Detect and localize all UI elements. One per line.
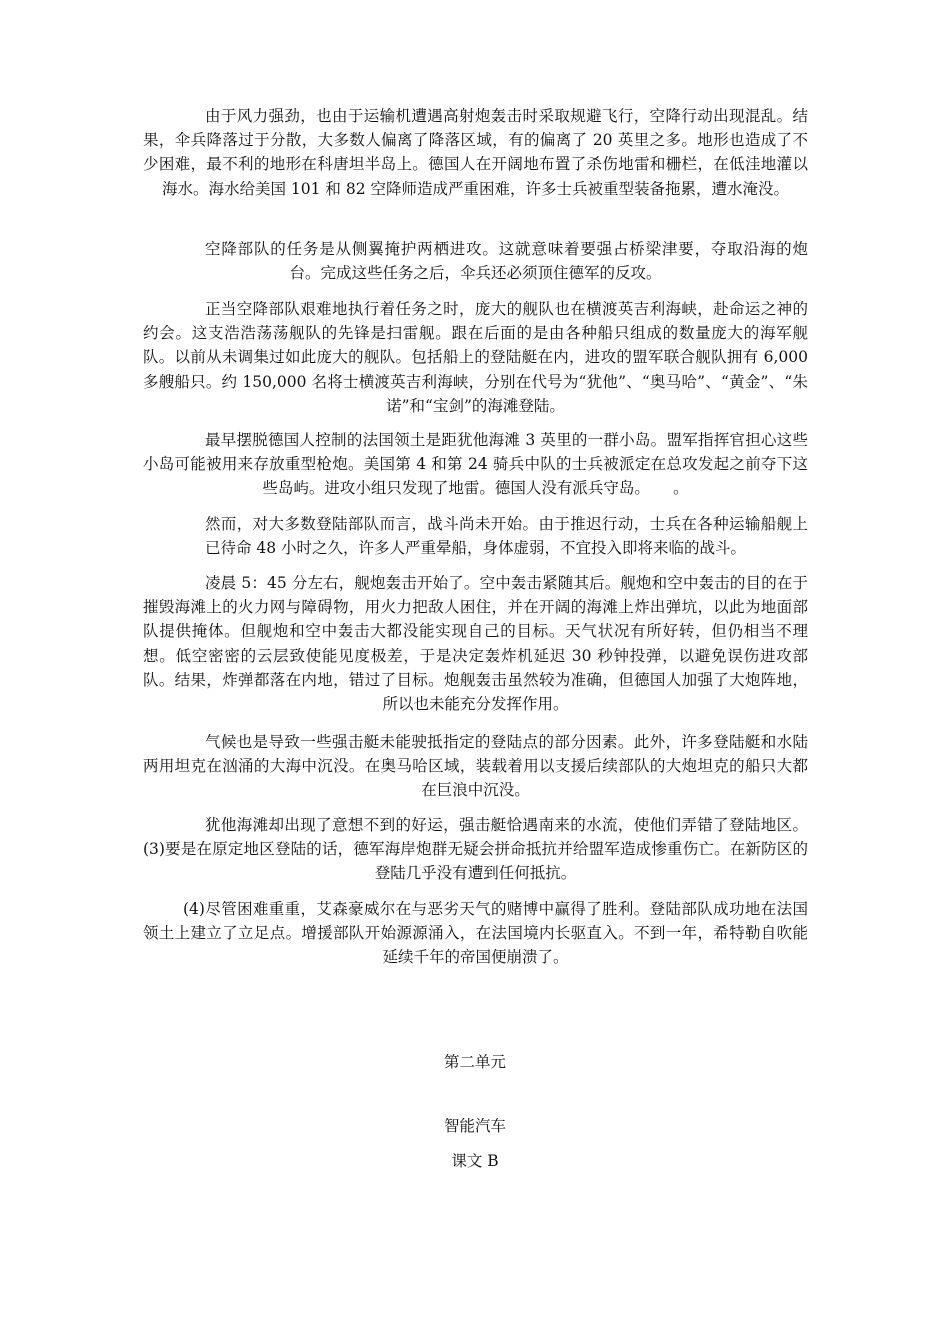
paragraph-fleet-crossing: 正当空降部队艰难地执行着任务之时，庞大的舰队也在横渡英吉利海峡，赴命运之神的约会。这支浩浩荡荡舰队的先锋是扫雷舰。跟在后面的是由各种船只组成的数量庞大的海军舰队。以前从未调集过如此庞大的舰队。包括船上的登陆艇在内，进攻的盟军联合舰队拥有 6,000 多艘船只。约 150,000 名将士横渡英吉利海峡，分别在代号为“犹他”、“奥马哈”、“黄金”、“朱诺”和“宝剑”的海滩登陆。	[143, 300, 808, 415]
paragraph-bombardment: 凌晨 5：45 分左右，舰炮轰击开始了。空中轰击紧随其后。舰炮和空中轰击的目的在于摧毁海滩上的火力网与障碍物，用火力把敌人困住，并在开阔的海滩上炸出弹坑，以此为地面部队提供掩体。但舰炮和空中轰击大都没能实现自己的目标。天气状况有所好转，但仍相当不理想。低空密密的云层致使能见度极差，于是决定轰炸机延迟 30 秒钟投弹，以避免误伤进攻部队。结果，炸弹都落在内地，错过了目标。炮舰轰击虽然较为准确，但德国人加强了大炮阵地，所以也未能充分发挥作用。	[143, 574, 808, 714]
lesson-title: 智能汽车	[443, 1117, 506, 1135]
paragraph-utah-luck: 犹他海滩却出现了意想不到的好运，强击艇恰遇南来的水流，使他们弄错了登陆地区。(3)要是在原定地区登陆的话，德军海岸炮群无疑会拼命抵抗并给盟军造成惨重伤亡。在新防区的登陆几乎没有遭到任何抵抗。	[143, 816, 808, 883]
unit-title: 第二单元	[443, 1053, 506, 1071]
paragraph-troops-waiting: 然而，对大多数登陆部队而言，战斗尚未开始。由于推迟行动，士兵在各种运输船舰上已待命 48 小时之久，许多人严重晕船，身体虚弱，不宜投入即将来临的战斗。	[204, 515, 808, 558]
text-label: 课文 B	[451, 1152, 499, 1170]
paragraph-airborne-mission: 空降部队的任务是从侧翼掩护两栖进攻。这就意味着要强占桥梁津要，夺取沿海的炮台。完成这些任务之后，伞兵还必须顶住德军的反攻。	[205, 240, 808, 283]
paragraph-airborne-chaos: 由于风力强劲，也由于运输机遭遇高射炮轰击时采取规避飞行，空降行动出现混乱。结果，伞兵降落过于分散，大多数人偏离了降落区域，有的偏离了 20 英里之多。地形也造成了不少困难，最不利的地形在科唐坦半岛上。德国人在开阔地布置了杀伤地雷和栅栏，在低洼地灌以海水。海水给美国 101 和 82 空降师造成严重困难，许多士兵被重型装备拖累，遭水淹没。	[143, 107, 808, 198]
paragraph-weather-factor: 气候也是导致一些强击艇未能驶抵指定的登陆点的部分因素。此外，许多登陆艇和水陆两用坦克在汹涌的大海中沉没。在奥马哈区域，装载着用以支援后续部队的大炮坦克的船只大都在巨浪中沉没。	[143, 733, 808, 800]
paragraph-first-islands: 最早摆脱德国人控制的法国领土是距犹他海滩 3 英里的一群小岛。盟军指挥官担心这些小岛可能被用来存放重型枪炮。美国第 4 和第 24 骑兵中队的士兵被派定在总攻发起之前夺下这些岛屿。进攻小组只发现了地雷。德国人没有派兵守岛。 。	[143, 431, 808, 498]
paragraph-victory: (4)尽管困难重重，艾森豪威尔在与恶劣天气的赌博中赢得了胜利。登陆部队成功地在法国领土上建立了立足点。增援部队开始源源涌入，在法国境内长驱直入。不到一年，希特勒自吹能延续千年的帝国便崩溃了。	[143, 900, 808, 967]
